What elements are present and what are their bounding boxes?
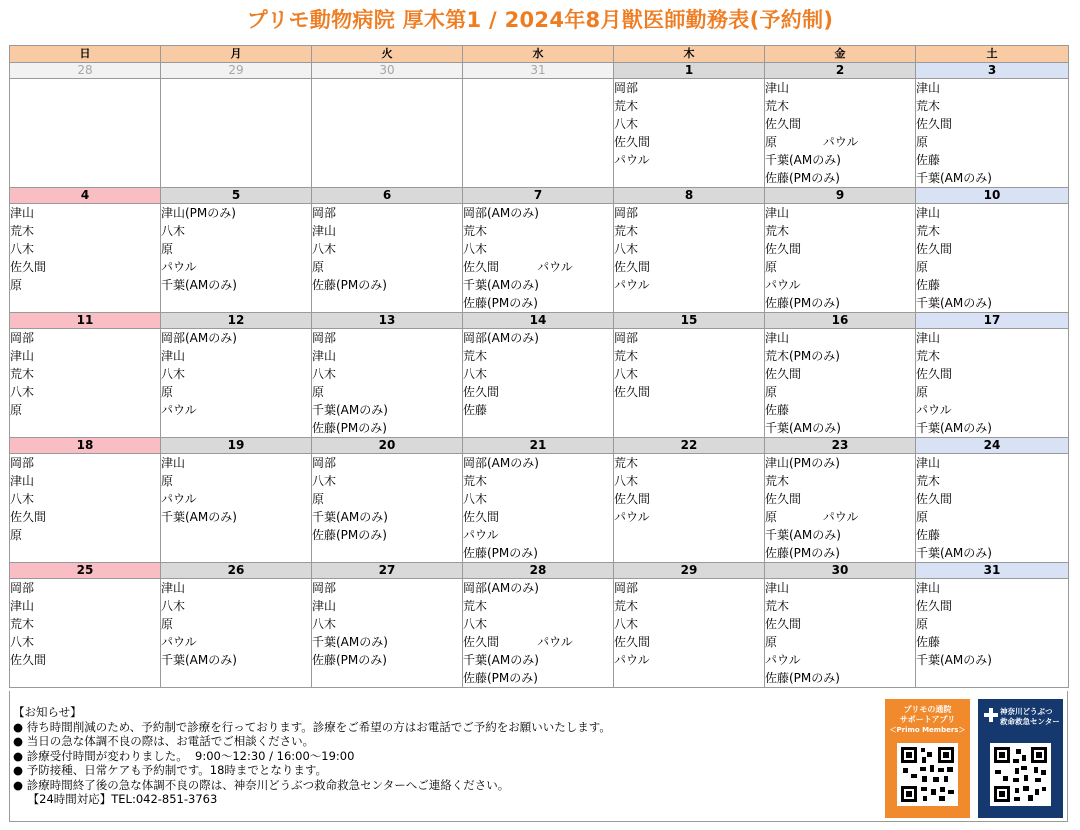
emergency-qr-code[interactable] (990, 743, 1051, 806)
staff-name: 千葉(AMのみ) (312, 403, 388, 417)
notice-line: ● 当日の急な体調不良の際は、お電話でご相談ください。 (13, 734, 315, 748)
day-staff-cell (614, 329, 765, 438)
staff-name: 津山 (916, 581, 941, 595)
notice-heading: 【お知らせ】 (13, 705, 82, 719)
staff-name: パウル (916, 403, 952, 417)
staff-name: 荒木 (765, 99, 790, 113)
staff-name: 津山 (312, 224, 337, 238)
staff-name: 八木 (161, 224, 186, 238)
staff-name: 千葉(AMのみ) (765, 528, 841, 542)
staff-name: 原 (312, 385, 325, 399)
staff-name: 八木 (463, 242, 488, 256)
weekday-mon: 月 (161, 46, 312, 63)
date-number: 29 (161, 63, 312, 79)
staff-name: 佐久間 (463, 385, 500, 399)
staff-name: 八木 (312, 242, 337, 256)
staff-name: 佐久間 (10, 260, 47, 274)
date-number: 30 (312, 63, 463, 79)
day-staff-cell (765, 579, 916, 688)
staff-name: 津山 (916, 331, 941, 345)
weekday-header-row (10, 46, 1069, 63)
staff-name: 佐藤 (765, 403, 790, 417)
staff-name: 津山 (161, 581, 186, 595)
staff-name: 佐藤(PMのみ) (463, 671, 538, 685)
staff-name: パウル (463, 528, 499, 542)
staff-name: 佐久間 (614, 260, 651, 274)
staff-row (10, 454, 1069, 563)
staff-name: 荒木 (916, 224, 941, 238)
day-staff-cell (161, 204, 312, 313)
date-number: 16 (765, 313, 916, 329)
staff-name: 佐久間 (916, 599, 953, 613)
staff-name: 八木 (161, 367, 186, 381)
day-staff-cell (765, 329, 916, 438)
staff-name: 千葉(AMのみ) (765, 421, 841, 435)
staff-name: 八木 (161, 599, 186, 613)
day-staff-cell (614, 204, 765, 313)
staff-name: パウル (161, 260, 197, 274)
staff-name: 佐藤 (916, 153, 941, 167)
staff-name: 岡部 (10, 581, 35, 595)
staff-name: 佐久間 (765, 617, 802, 631)
day-staff-cell (765, 79, 916, 188)
date-number: 15 (614, 313, 765, 329)
date-number: 21 (463, 438, 614, 454)
staff-name: 津山 (312, 599, 337, 613)
staff-name: 八木 (312, 474, 337, 488)
day-staff-cell (10, 204, 161, 313)
date-row (10, 438, 1069, 454)
staff-name: 佐久間 (614, 135, 651, 149)
date-number: 24 (916, 438, 1069, 454)
staff-name: 千葉(AMのみ) (312, 510, 388, 524)
staff-name: 原 (765, 260, 778, 274)
date-number: 22 (614, 438, 765, 454)
staff-name: 荒木(PMのみ) (765, 349, 840, 363)
staff-name: 岡部 (614, 331, 639, 345)
qr-code-icon (897, 743, 958, 806)
staff-name: 原 (161, 242, 174, 256)
staff-name: 千葉(AMのみ) (765, 153, 841, 167)
staff-name: 八木 (463, 492, 488, 506)
date-number: 8 (614, 188, 765, 204)
staff-name: 津山 (312, 349, 337, 363)
staff-name: 原 パウル (765, 510, 859, 524)
staff-name: 八木 (614, 242, 639, 256)
date-number: 31 (916, 563, 1069, 579)
staff-name: 荒木 (765, 224, 790, 238)
staff-name: 荒木 (765, 599, 790, 613)
app-qr-members: ＜Primo Members＞ (889, 726, 966, 734)
date-number: 13 (312, 313, 463, 329)
staff-name: 原 (765, 635, 778, 649)
date-number: 14 (463, 313, 614, 329)
staff-name: パウル (161, 492, 197, 506)
staff-name: 津山 (10, 599, 35, 613)
staff-name: 八木 (10, 242, 35, 256)
day-staff-cell (916, 454, 1069, 563)
weekday-tue: 火 (312, 46, 463, 63)
weekday-fri: 金 (765, 46, 916, 63)
day-staff-cell (312, 454, 463, 563)
staff-name: 八木 (10, 492, 35, 506)
staff-name: パウル (765, 653, 801, 667)
staff-name: 佐久間 (10, 653, 47, 667)
day-staff-cell (614, 454, 765, 563)
staff-name: 佐久間 (916, 367, 953, 381)
app-qr-title: プリモの通院 (903, 705, 952, 714)
date-number: 10 (916, 188, 1069, 204)
staff-name: 八木 (614, 367, 639, 381)
medical-cross-icon (984, 708, 998, 722)
staff-name: 原 (916, 135, 929, 149)
staff-name: 津山(PMのみ) (765, 456, 840, 470)
emergency-name-line2: 救命救急センター (1000, 717, 1060, 726)
date-number: 4 (10, 188, 161, 204)
day-staff-cell (463, 579, 614, 688)
date-number: 20 (312, 438, 463, 454)
staff-name: 津山 (765, 81, 790, 95)
day-staff-cell (916, 329, 1069, 438)
calendar-body (10, 63, 1069, 688)
staff-name: 津山 (916, 81, 941, 95)
staff-name: 佐久間 (765, 492, 802, 506)
staff-name: 佐久間 (614, 492, 651, 506)
staff-name: 原 (765, 385, 778, 399)
staff-name: 佐久間 (10, 510, 47, 524)
staff-name: 津山 (10, 349, 35, 363)
staff-name: 八木 (312, 367, 337, 381)
staff-name: 原 (10, 403, 23, 417)
app-qr-code[interactable] (897, 743, 958, 806)
app-qr-card[interactable] (885, 699, 970, 818)
weekday-sun: 日 (10, 46, 161, 63)
day-staff-cell (463, 79, 614, 188)
notice-line: ● 予防接種、日常ケアも予約制です。18時までとなります。 (13, 763, 327, 777)
day-staff-cell (312, 329, 463, 438)
staff-name: 津山 (10, 474, 35, 488)
staff-name: 岡部(AMのみ) (463, 581, 539, 595)
date-number: 9 (765, 188, 916, 204)
notice-line: ● 待ち時間削減のため、予約制で診療を行っております。診療をご希望の方はお電話でご予約をお願いいたします。 (13, 719, 611, 734)
staff-name: 津山 (161, 349, 186, 363)
day-staff-cell (10, 454, 161, 563)
notice-line: ● 診療時間終了後の急な体調不良の際は、神奈川どうぶつ救命救急センターへご連絡ください。 (13, 777, 510, 792)
date-number: 31 (463, 63, 614, 79)
date-number: 12 (161, 313, 312, 329)
staff-name: 荒木 (10, 367, 35, 381)
app-qr-subtitle: サポートアプリ (899, 715, 956, 724)
staff-name: パウル (614, 510, 650, 524)
staff-name: 佐藤 (916, 528, 941, 542)
day-staff-cell (916, 79, 1069, 188)
weekday-wed: 水 (463, 46, 614, 63)
staff-name: 八木 (10, 385, 35, 399)
staff-name: 岡部(AMのみ) (463, 206, 539, 220)
staff-name: 千葉(AMのみ) (312, 635, 388, 649)
staff-name: 岡部 (312, 581, 337, 595)
date-number: 25 (10, 563, 161, 579)
staff-name: 原 パウル (765, 135, 859, 149)
page-title: プリモ動物病院 厚木第1 / 2024年8月獣医師勤務表(予約制) (246, 8, 834, 32)
staff-name: 千葉(AMのみ) (463, 278, 539, 292)
staff-name: 佐藤(PMのみ) (312, 653, 387, 667)
staff-name: パウル (765, 278, 801, 292)
day-staff-cell (10, 329, 161, 438)
staff-name: 岡部 (312, 206, 337, 220)
staff-name: 千葉(AMのみ) (916, 653, 992, 667)
date-number: 28 (10, 63, 161, 79)
staff-name: 荒木 (614, 99, 639, 113)
staff-name: 佐藤 (463, 403, 488, 417)
staff-name: 荒木 (463, 349, 488, 363)
staff-row (10, 329, 1069, 438)
staff-name: 原 (312, 260, 325, 274)
date-row (10, 563, 1069, 579)
staff-row (10, 79, 1069, 188)
date-number: 28 (463, 563, 614, 579)
staff-name: 津山 (10, 206, 35, 220)
date-number: 17 (916, 313, 1069, 329)
staff-name: パウル (614, 153, 650, 167)
staff-name: 佐藤(PMのみ) (765, 171, 840, 185)
day-staff-cell (463, 329, 614, 438)
staff-name: 荒木 (765, 474, 790, 488)
staff-name: パウル (161, 403, 197, 417)
day-staff-cell (463, 454, 614, 563)
staff-name: 佐久間 パウル (463, 635, 573, 649)
staff-name: 津山 (765, 581, 790, 595)
date-number: 29 (614, 563, 765, 579)
staff-name: 千葉(AMのみ) (916, 296, 992, 310)
staff-name: 津山 (161, 456, 186, 470)
staff-name: 岡部 (614, 81, 639, 95)
staff-name: 荒木 (463, 474, 488, 488)
staff-name: 岡部 (312, 331, 337, 345)
staff-name: 佐久間 (765, 367, 802, 381)
staff-name: 荒木 (463, 599, 488, 613)
staff-name: 千葉(AMのみ) (161, 653, 237, 667)
staff-name: 佐久間 (765, 117, 802, 131)
day-staff-cell (312, 204, 463, 313)
staff-name: パウル (161, 635, 197, 649)
notice-line: ● 診療受付時間が変わりました。 9:00～12:30 / 16:00～19:00 (13, 748, 355, 763)
day-staff-cell (10, 79, 161, 188)
staff-name: 佐久間 (916, 117, 953, 131)
staff-name: 岡部 (614, 206, 639, 220)
staff-name: 千葉(AMのみ) (916, 171, 992, 185)
staff-name: 佐藤(PMのみ) (765, 546, 840, 560)
date-row (10, 188, 1069, 204)
staff-name: 原 (161, 617, 174, 631)
staff-name: 岡部(AMのみ) (161, 331, 237, 345)
staff-name: 佐藤(PMのみ) (312, 528, 387, 542)
date-number: 18 (10, 438, 161, 454)
staff-name: 津山 (765, 331, 790, 345)
staff-name: 原 (10, 528, 23, 542)
staff-name: 原 (916, 260, 929, 274)
day-staff-cell (614, 79, 765, 188)
staff-name: 原 (312, 492, 325, 506)
date-number: 30 (765, 563, 916, 579)
day-staff-cell (614, 579, 765, 688)
date-number: 2 (765, 63, 916, 79)
staff-name: 原 (916, 385, 929, 399)
weekday-thu: 木 (614, 46, 765, 63)
staff-name: 佐藤(PMのみ) (765, 671, 840, 685)
day-staff-cell (161, 454, 312, 563)
emergency-qr-card[interactable] (978, 699, 1063, 818)
staff-name: 荒木 (916, 99, 941, 113)
staff-name: パウル (614, 278, 650, 292)
weekday-sat: 土 (916, 46, 1069, 63)
date-number: 26 (161, 563, 312, 579)
staff-name: 佐藤(PMのみ) (765, 296, 840, 310)
staff-name: 荒木 (614, 349, 639, 363)
staff-name: パウル (614, 653, 650, 667)
staff-name: 岡部 (10, 456, 35, 470)
day-staff-cell (765, 454, 916, 563)
staff-name: 八木 (10, 635, 35, 649)
staff-name: 八木 (614, 117, 639, 131)
day-staff-cell (161, 579, 312, 688)
staff-name: 八木 (614, 617, 639, 631)
staff-name: 八木 (312, 617, 337, 631)
staff-name: 千葉(AMのみ) (916, 421, 992, 435)
staff-name: 荒木 (916, 349, 941, 363)
date-number: 6 (312, 188, 463, 204)
staff-name: 岡部 (10, 331, 35, 345)
staff-name: 佐久間 (463, 510, 500, 524)
staff-name: 岡部 (312, 456, 337, 470)
staff-name: 荒木 (614, 224, 639, 238)
staff-row (10, 204, 1069, 313)
date-row (10, 63, 1069, 79)
staff-name: 千葉(AMのみ) (161, 278, 237, 292)
staff-name: 佐藤 (916, 278, 941, 292)
staff-name: 荒木 (10, 224, 35, 238)
staff-name: 佐藤(PMのみ) (312, 421, 387, 435)
staff-name: 佐久間 (614, 635, 651, 649)
staff-name: 佐久間 (916, 242, 953, 256)
staff-name: 荒木 (614, 599, 639, 613)
qr-code-icon (990, 743, 1051, 806)
staff-name: 八木 (614, 474, 639, 488)
staff-name: 原 (10, 278, 23, 292)
staff-name: 八木 (463, 367, 488, 381)
date-number: 11 (10, 313, 161, 329)
day-staff-cell (916, 579, 1069, 688)
day-staff-cell (312, 579, 463, 688)
day-staff-cell (463, 204, 614, 313)
staff-name: 佐久間 (614, 385, 651, 399)
staff-name: 佐藤 (916, 635, 941, 649)
staff-name: 千葉(AMのみ) (161, 510, 237, 524)
staff-name: 荒木 (10, 617, 35, 631)
schedule-calendar (9, 45, 1069, 688)
date-number: 19 (161, 438, 312, 454)
staff-name: 佐久間 (765, 242, 802, 256)
staff-name: 津山 (916, 456, 941, 470)
day-staff-cell (161, 79, 312, 188)
staff-name: 岡部 (614, 581, 639, 595)
staff-row (10, 579, 1069, 688)
staff-name: 佐藤(PMのみ) (312, 278, 387, 292)
staff-name: 千葉(AMのみ) (463, 653, 539, 667)
staff-name: 原 (916, 510, 929, 524)
staff-name: 岡部(AMのみ) (463, 456, 539, 470)
staff-name: 原 (916, 617, 929, 631)
staff-name: 岡部(AMのみ) (463, 331, 539, 345)
staff-name: 佐久間 (916, 492, 953, 506)
notice-text (13, 705, 611, 807)
date-number: 27 (312, 563, 463, 579)
day-staff-cell (10, 579, 161, 688)
date-number: 5 (161, 188, 312, 204)
date-number: 7 (463, 188, 614, 204)
staff-name: 荒木 (463, 224, 488, 238)
date-number: 23 (765, 438, 916, 454)
staff-name: 佐藤(PMのみ) (463, 546, 538, 560)
staff-name: 荒木 (614, 456, 639, 470)
date-number: 3 (916, 63, 1069, 79)
date-number: 1 (614, 63, 765, 79)
staff-name: 佐久間 パウル (463, 260, 573, 274)
staff-name: 千葉(AMのみ) (916, 546, 992, 560)
day-staff-cell (765, 204, 916, 313)
day-staff-cell (916, 204, 1069, 313)
date-row (10, 313, 1069, 329)
notice-phone: 【24時間対応】TEL:042-851-3763 (13, 792, 218, 806)
day-staff-cell (312, 79, 463, 188)
staff-name: 原 (161, 385, 174, 399)
emergency-name-line1: 神奈川どうぶつ (1000, 707, 1053, 716)
staff-name: 佐藤(PMのみ) (463, 296, 538, 310)
staff-name: 津山 (916, 206, 941, 220)
staff-name: 原 (161, 474, 174, 488)
staff-name: 津山 (765, 206, 790, 220)
staff-name: 八木 (463, 617, 488, 631)
day-staff-cell (161, 329, 312, 438)
staff-name: 津山(PMのみ) (161, 206, 236, 220)
staff-name: 荒木 (916, 474, 941, 488)
